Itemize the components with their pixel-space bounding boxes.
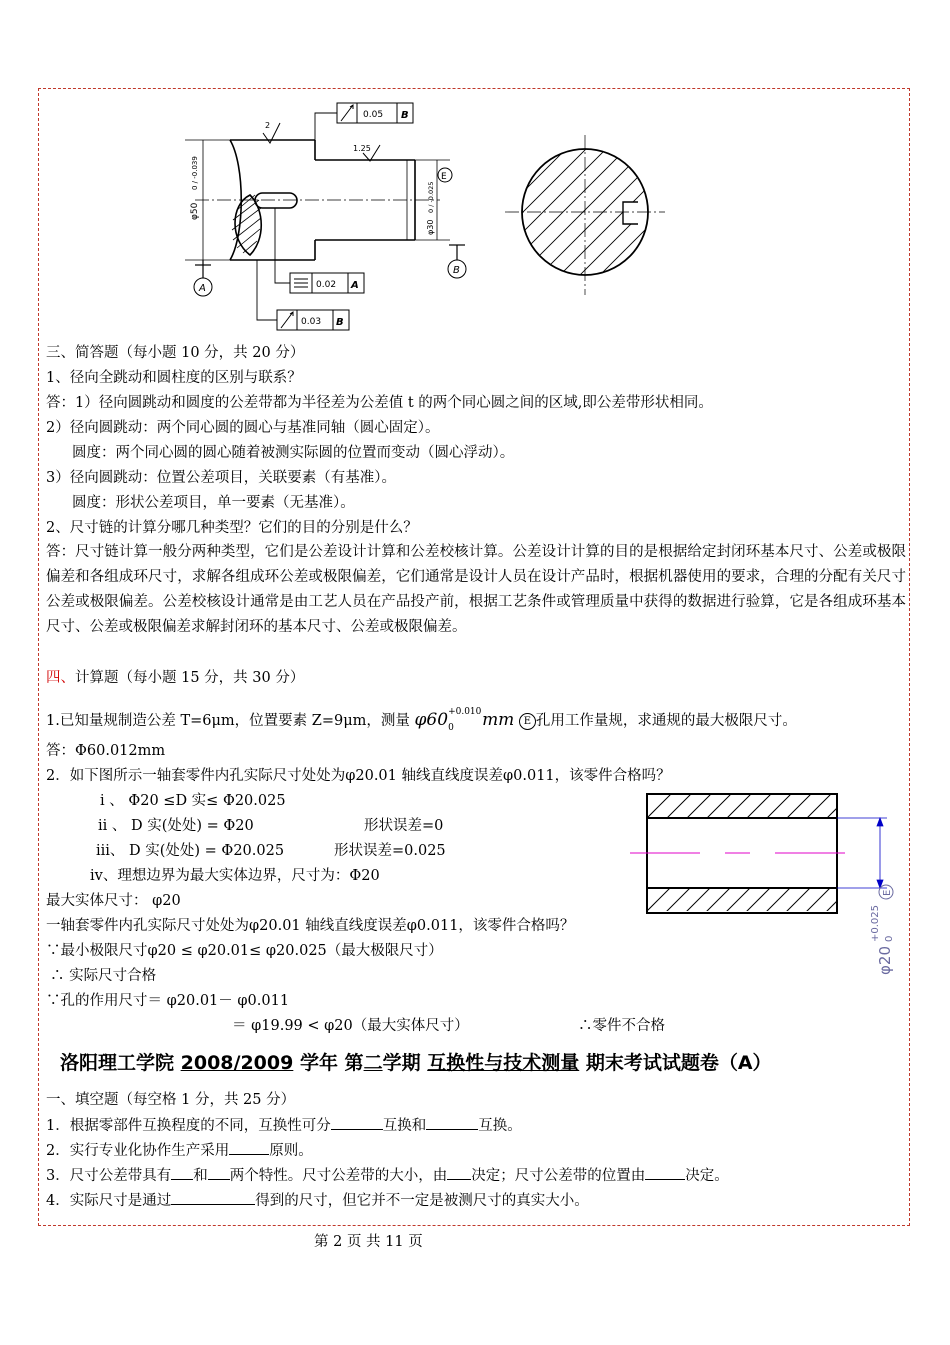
blank[interactable] (208, 1165, 230, 1180)
q1-post: 孔用工作量规，求通规的最大极限尺寸。 (535, 713, 797, 729)
step-7: ∵最小极限尺寸φ20 ≤ φ20.01≤ φ20.025（最大极限尺寸） (46, 943, 443, 959)
step-2a: ii 、 D 实(处处) = Φ20 (98, 818, 254, 834)
title-term: 二 (363, 1052, 383, 1074)
step-1: i 、 Φ20 ≤D 实≤ Φ20.025 (100, 793, 286, 809)
section1-q4 (46, 1190, 589, 1211)
step-2b: 形状误差=0 (364, 818, 444, 834)
section3-a1-5: 圆度：形状公差项目，单一要素（无基准）。 (72, 495, 355, 511)
section3-a2: 答：尺寸链计算一般分两种类型，它们是公差设计计算和公差校核计算。公差设计计算的目的是根据给定封闭环基本尺寸、公差或极限偏差和各组成环尺寸，求解各组成环公差或极限偏差，它们通常是设计人员在设计产品时，根据机器使用的要求，合理的分配有关尺寸公差或极限偏差。公差校核设计通常是由工艺人员在产品投产前，根据工艺条件或管理质量中获得的数据进行验算，它是各组成环基本尺寸、公差或极限偏差求解封闭环的基本尺寸、公差或极限偏差。 (46, 544, 906, 635)
s1-q3d: 决定；尺寸公差带的位置由 (471, 1168, 646, 1184)
section3-a1-4: 3）径向圆跳动：位置公差项目，关联要素（有基准）。 (46, 470, 396, 486)
fcf-top-datum: B (401, 110, 409, 121)
roughness-right: 1.25 (353, 144, 371, 153)
s1-q4a: 4．实际尺寸是通过 (46, 1193, 172, 1209)
step-10b: ∴零件不合格 (578, 1018, 665, 1034)
q1-pre: 1.已知量规制造公差 T=6μm，位置要素 Z=9μm，测量 (46, 713, 410, 729)
s1-q1c: 互换。 (478, 1118, 522, 1134)
blank[interactable] (171, 1190, 255, 1205)
section3-a1-2: 2）径向圆跳动：两个同心圆的圆心与基准同轴（圆心固定）。 (46, 420, 440, 436)
dim-right-tol: 0 / -0.025 (427, 181, 435, 213)
blank[interactable] (331, 1115, 383, 1130)
s1-q3c: 两个特性。尺寸公差带的大小，由 (229, 1168, 448, 1184)
title-term-suffix: 学期 (382, 1052, 428, 1074)
sleeve-dim: φ20 (876, 946, 894, 975)
section3-heading: 三、简答题（每小题 10 分，共 20 分） (46, 345, 305, 361)
step-3b: 形状误差=0.025 (334, 843, 446, 859)
step-3a: iii、 D 实(处处) = Φ20.025 (96, 843, 285, 859)
q1-phi: φ60 (414, 710, 449, 730)
section-view (505, 130, 675, 300)
datum-b: B (453, 265, 460, 276)
blank[interactable] (229, 1140, 269, 1155)
envelope-symbol: E (441, 172, 447, 182)
s1-q1a: 1．根据零部件互换程度的不同，互换性可分 (46, 1118, 331, 1134)
step-4: iv、理想边界为最大实体边界，尺寸为：Φ20 (90, 868, 380, 884)
step-5: 最大实体尺寸： φ20 (46, 893, 181, 909)
title-mid: 学年 第 (293, 1052, 364, 1074)
s1-q3b: 和 (193, 1168, 208, 1184)
section4-heading-num: 四、 (46, 670, 75, 686)
section4-a1: 答：Φ60.012mm (46, 743, 166, 759)
section1-heading: 一、填空题（每空格 1 分，共 25 分） (46, 1092, 296, 1108)
section3-q1: 1、径向全跳动和圆柱度的区别与联系？ (46, 370, 302, 386)
title-end: 期末考试试题卷（A） (579, 1052, 772, 1074)
q1-formula (414, 707, 515, 733)
s1-q4b: 得到的尺寸，但它并不一定是被测尺寸的真实大小。 (255, 1193, 589, 1209)
title-course: 互换性与技术测量 (427, 1052, 580, 1074)
section1-q3 (46, 1165, 729, 1186)
step-8: ∴ 实际尺寸合格 (50, 968, 157, 984)
s1-q1b: 互换和 (382, 1118, 427, 1134)
fcf-bot-value: 0.03 (301, 317, 322, 327)
s1-q2b: 原则。 (269, 1143, 313, 1159)
section1-q2 (46, 1140, 313, 1161)
s1-q3a: 3．尺寸公差带具有 (46, 1168, 172, 1184)
blank[interactable] (447, 1165, 471, 1180)
section3-a1-1: 答：1）径向圆跳动和圆度的公差带都为半径差为公差值 t 的两个同心圆之间的区域,即公差带形状相同。 (46, 395, 713, 411)
s1-q2a: 2．实行专业化协作生产采用 (46, 1143, 230, 1159)
section4-q2: 2．如下图所示一轴套零件内孔实际尺寸处处为φ20.01 轴线直线度误差φ0.011，该零件合格吗？ (46, 768, 671, 784)
page-footer: 第 2 页 共 11 页 (314, 1234, 423, 1250)
blank[interactable] (171, 1165, 193, 1180)
roughness-top: 2 (265, 121, 271, 130)
exam-title (60, 1048, 772, 1075)
title-year: 2008/2009 (180, 1052, 294, 1074)
section4-heading (46, 668, 304, 688)
blank[interactable] (645, 1165, 685, 1180)
dim-right-label: φ30 (426, 219, 435, 235)
datum-a: A (199, 283, 206, 294)
q1-lower: 0 (448, 723, 454, 733)
blank[interactable] (426, 1115, 478, 1130)
step-10a: ＝ φ19.99 < φ20（最大实体尺寸） (232, 1018, 469, 1034)
envelope-e-icon: E (519, 713, 536, 730)
step-6: 一轴套零件内孔实际尺寸处处为φ20.01 轴线直线度误差φ0.011，该零件合格吗？ (46, 918, 575, 934)
sleeve-tol-lower: 0 (884, 935, 895, 942)
step-9: ∵孔的作用尺寸＝ φ20.01－ φ0.011 (46, 993, 290, 1009)
shaft-drawing (175, 95, 495, 340)
section3-a1-3: 圆度：两个同心圆的圆心随着被测实际圆的位置而变动（圆心浮动）。 (72, 445, 515, 461)
section4-heading-text: 计算题（每小题 15 分，共 30 分） (75, 670, 305, 686)
sleeve-env: E (882, 889, 893, 896)
fcf-mid-value: 0.02 (316, 280, 337, 290)
q1-unit: mm (482, 710, 515, 730)
q1-upper: +0.010 (448, 707, 482, 717)
section1-q1 (46, 1115, 522, 1136)
fcf-mid-datum: A (351, 280, 359, 291)
sleeve-tol-upper: +0.025 (870, 904, 881, 942)
fcf-bot-datum: B (336, 317, 344, 328)
title-school: 洛阳理工学院 (60, 1052, 181, 1074)
section3-q2: 2、尺寸链的计算分哪几种类型？它们的目的分别是什么？ (46, 520, 418, 536)
dim-left-label: φ50 (190, 202, 200, 220)
sleeve-drawing (625, 790, 905, 980)
s1-q3e: 决定。 (685, 1168, 729, 1184)
dim-left-tol: 0 / -0.039 (191, 156, 199, 190)
fcf-top-value: 0.05 (363, 110, 384, 120)
section4-q1 (46, 707, 797, 733)
